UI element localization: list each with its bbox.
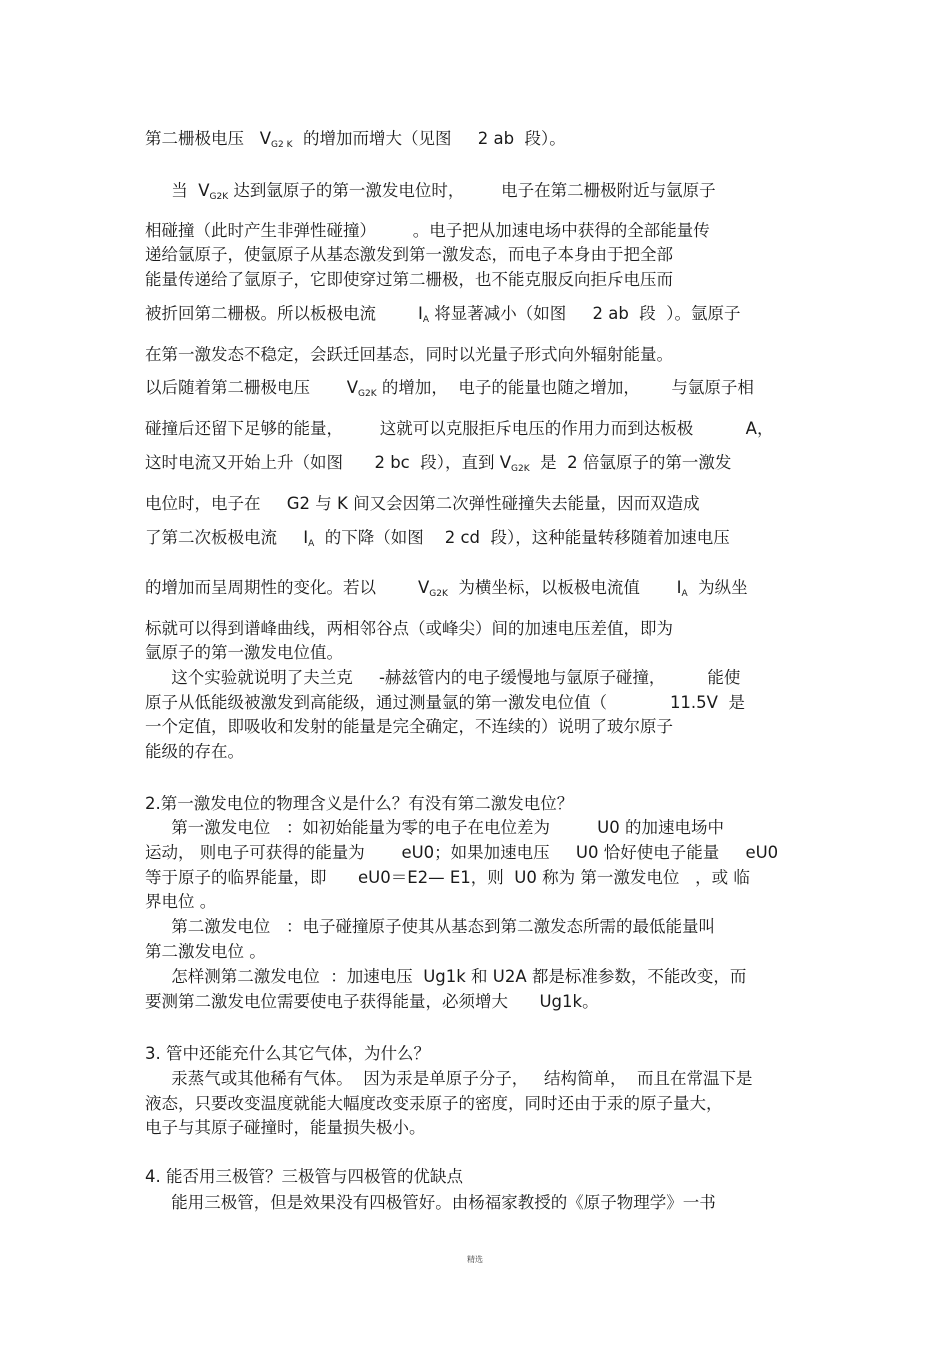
text-run: 这个实验就说明了夫兰克 -赫兹管内的电子缓慢地与氩原子碰撞， 能使: [145, 668, 741, 687]
text-line: [145, 377, 754, 405]
text-line: [145, 1117, 426, 1139]
subscript: G2K: [209, 192, 229, 202]
text-run: 将显著减小（如图 2 ab 段 ）。氩原子: [429, 304, 741, 323]
text-run: 第二激发电位 ：电子碰撞原子使其从基态到第二激发态所需的最低能量叫: [145, 917, 715, 936]
text-line: [145, 303, 741, 331]
text-run: 氩原子的第一激发电位值。: [145, 643, 343, 662]
text-line: [145, 817, 724, 839]
text-line: [145, 180, 716, 208]
subscript: G2 K: [271, 140, 293, 150]
text-run: 3. 管中还能充什么其它气体，为什么？: [145, 1044, 430, 1063]
text-line: [145, 1192, 716, 1214]
subscript: G2K: [511, 464, 530, 474]
text-line: [145, 793, 573, 815]
text-run: 界电位 。: [145, 892, 217, 911]
text-run: 标就可以得到谱峰曲线，两相邻谷点（或峰尖）间的加速电压差值，即为: [145, 619, 673, 638]
text-line: [145, 527, 730, 555]
subscript: A: [308, 539, 315, 549]
text-line: [145, 1093, 723, 1115]
text-line: [145, 867, 750, 889]
text-run: 能量传递给了氩原子，它即使穿过第二栅极，也不能克服反向拒斥电压而: [145, 270, 673, 289]
text-run: 电子与其原子碰撞时，能量损失极小。: [145, 1118, 426, 1137]
text-run: 递给氩原子，使氩原子从基态激发到第一激发态，而电子本身由于把全部: [145, 245, 673, 264]
text-line: [145, 1068, 752, 1090]
text-line: [145, 667, 740, 689]
text-run: 这时电流又开始上升（如图 2 bc 段），直到 V: [145, 453, 512, 472]
text-line: [145, 493, 700, 515]
subscript: G2K: [429, 589, 448, 599]
text-run: 原子从低能级被激发到高能级，通过测量氩的第一激发电位值（ 11.5V 是: [145, 693, 745, 712]
text-run: 2.第一激发电位的物理含义是什么？有没有第二激发电位？: [145, 794, 574, 813]
text-run: 的增加， 电子的能量也随之增加， 与氩原子相: [376, 378, 754, 397]
text-run: 相碰撞（此时产生非弹性碰撞） 。电子把从加速电场中获得的全部能量传: [145, 221, 710, 240]
text-line: [145, 577, 748, 605]
text-line: [145, 220, 710, 242]
text-run: 被折回第二栅极。所以板极电流 I: [145, 304, 423, 323]
text-run: 以后随着第二栅极电压 V: [145, 378, 359, 397]
text-run: 能级的存在。: [145, 742, 244, 761]
text-line: [145, 618, 673, 640]
text-run: 碰撞后还留下足够的能量， 这就可以克服拒斥电压的作用力而到达板极 A，: [145, 419, 774, 438]
text-run: 是 2 倍氩原子的第一激发: [529, 453, 732, 472]
subscript: A: [422, 315, 429, 325]
text-run: 第二栅极电压 V: [145, 129, 272, 148]
text-run: 达到氩原子的第一激发电位时， 电子在第二栅极附近与氩原子: [228, 181, 716, 200]
text-run: 电位时，电子在 G2 与 K 间又会因第二次弹性碰撞失去能量，因而双造成: [145, 494, 700, 513]
text-run: 为横坐标，以板极电流值 I: [447, 578, 682, 597]
text-line: [145, 1043, 430, 1065]
text-line: [145, 966, 746, 988]
text-line: [145, 741, 244, 763]
text-line: [145, 344, 673, 366]
text-line: [145, 991, 599, 1013]
page-footer: 精选: [467, 1255, 483, 1264]
text-line: [145, 941, 266, 963]
text-line: [145, 128, 566, 156]
text-run: 当 V: [145, 181, 210, 200]
text-line: [145, 418, 773, 440]
text-run: 要测第二激发电位需要使电子获得能量，必须增大 Ug1k。: [145, 992, 599, 1011]
text-line: [145, 269, 673, 291]
text-line: [145, 716, 673, 738]
text-run: 等于原子的临界能量，即 eU0＝E2— E1，则 U0 称为 第一激发电位 ，或 临: [145, 868, 750, 887]
text-run: 为纵坐: [687, 578, 748, 597]
text-run: 4. 能否用三极管？三极管与四极管的优缺点: [145, 1167, 463, 1186]
text-line: [145, 692, 745, 714]
text-run: 的增加而呈周期性的变化。若以 V: [145, 578, 430, 597]
subscript: G2K: [358, 389, 377, 399]
text-run: 第一激发电位 ：如初始能量为零的电子在电位差为 U0 的加速电场中: [145, 818, 724, 837]
text-run: 的下降（如图 2 cd 段），这种能量转移随着加速电压: [314, 528, 730, 547]
text-run: 了第二次板极电流 I: [145, 528, 309, 547]
text-run: 液态，只要改变温度就能大幅度改变汞原子的密度，同时还由于汞的原子量大，: [145, 1094, 723, 1113]
text-line: [145, 891, 216, 913]
text-run: 运动， 则电子可获得的能量为 eU0；如果加速电压 U0 恰好使电子能量 eU0: [145, 843, 779, 862]
text-run: 能用三极管，但是效果没有四极管好。由杨福家教授的《原子物理学》一书: [145, 1193, 716, 1212]
text-run: 汞蒸气或其他稀有气体。 因为汞是单原子分子， 结构简单， 而且在常温下是: [145, 1069, 753, 1088]
text-run: 一个定值，即吸收和发射的能量是完全确定，不连续的）说明了玻尔原子: [145, 717, 673, 736]
text-line: [145, 916, 715, 938]
text-run: 的增加而增大（见图 2 ab 段）。: [292, 129, 566, 148]
text-line: [145, 244, 673, 266]
text-line: [145, 642, 343, 664]
text-line: [145, 1166, 463, 1188]
subscript: A: [681, 589, 688, 599]
text-line: [145, 452, 731, 480]
text-run: 怎样测第二激发电位 ：加速电压 Ug1k 和 U2A 都是标准参数，不能改变，而: [145, 967, 747, 986]
text-run: 在第一激发态不稳定，会跃迁回基态，同时以光量子形式向外辐射能量。: [145, 345, 673, 364]
text-line: [145, 842, 778, 864]
text-run: 第二激发电位 。: [145, 942, 266, 961]
